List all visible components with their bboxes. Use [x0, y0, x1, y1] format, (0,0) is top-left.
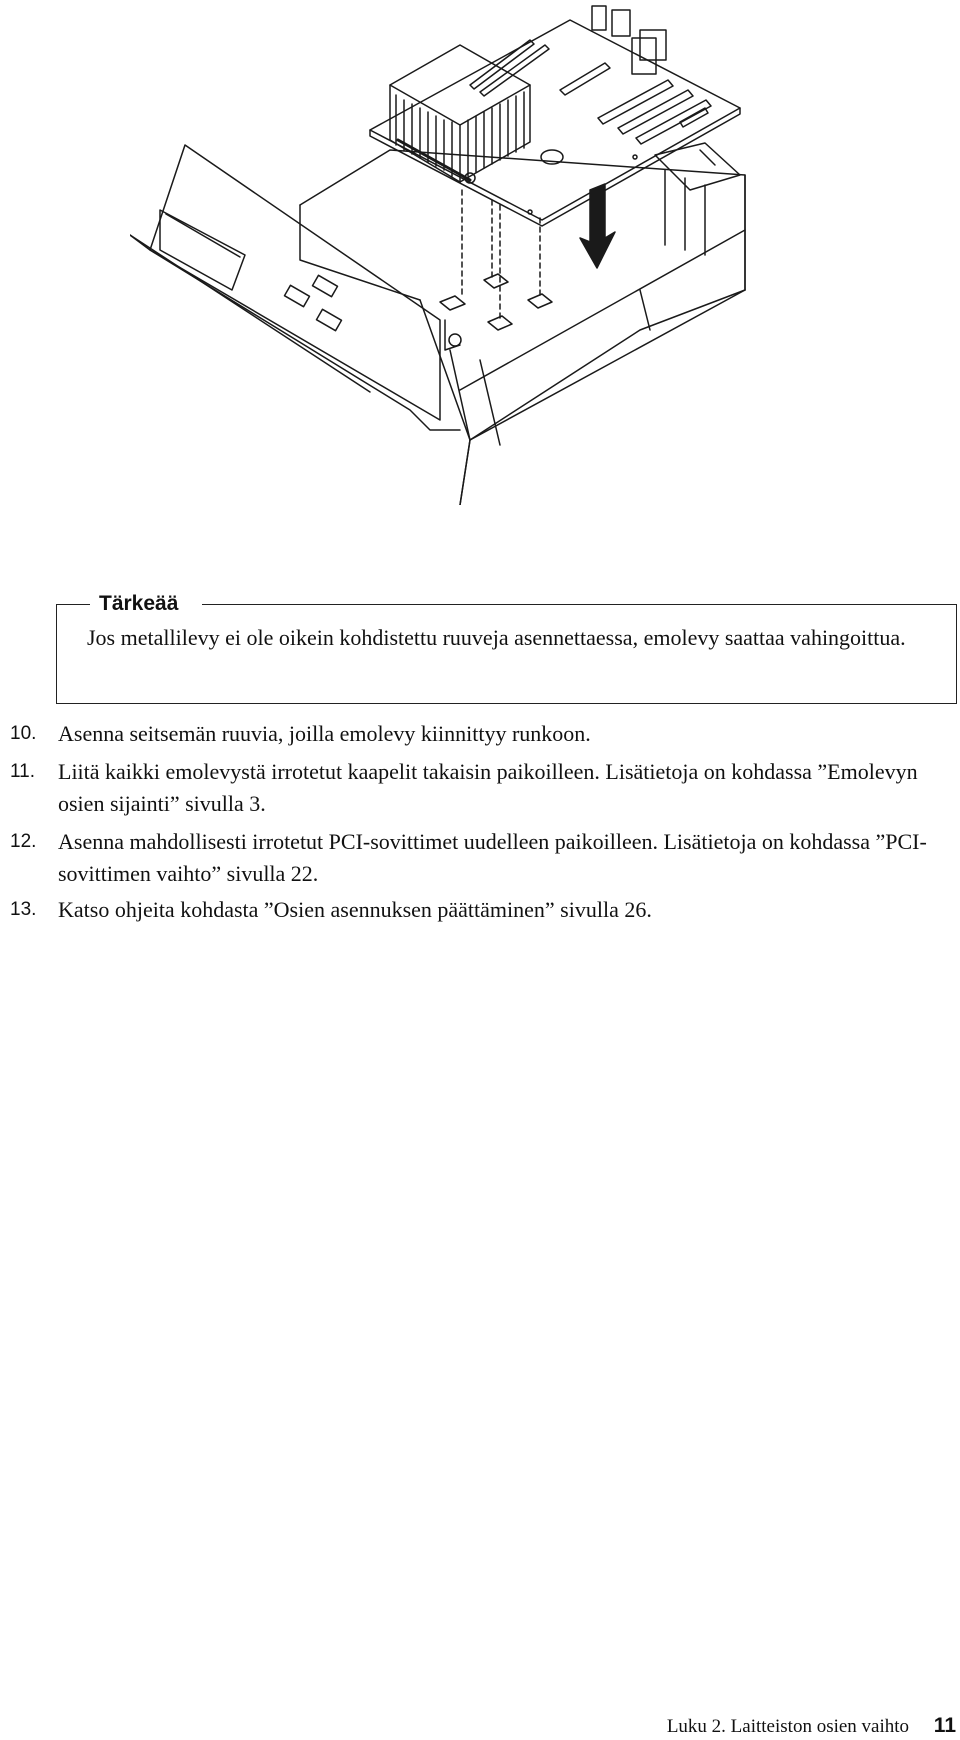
step-11	[10, 756, 960, 820]
notice-heading: Tärkeää	[99, 592, 179, 615]
down-arrow-icon	[580, 184, 615, 268]
front-bezel	[130, 145, 461, 430]
step-text: Asenna seitsemän ruuvia, joilla emolevy kiinnittyy runkoon.	[58, 721, 591, 746]
step-10	[10, 718, 960, 750]
important-notice	[56, 592, 957, 704]
motherboard-installation-illustration	[130, 0, 830, 505]
step-number: 11.	[10, 761, 36, 782]
step-number: 10.	[10, 723, 37, 744]
pci-bracket	[655, 143, 740, 255]
chapter-title: Luku 2. Laitteiston osien vaihto	[666, 1716, 910, 1737]
step-12	[10, 826, 960, 890]
step-text: Katso ohjeita kohdasta ”Osien asennuksen päättäminen” sivulla 26.	[58, 897, 652, 922]
standoffs	[440, 274, 552, 330]
step-number: 13.	[10, 899, 37, 920]
notice-body: Jos metallilevy ei ole oikein kohdistettu ruuveja asennettaessa, emolevy saattaa vahingoittua.	[87, 625, 906, 650]
heat-sink	[390, 45, 530, 183]
page-number: 11	[933, 1714, 956, 1737]
step-number: 12.	[10, 831, 37, 852]
alignment-guides	[462, 190, 540, 318]
page-footer	[667, 1714, 956, 1739]
step-text: Asenna mahdollisesti irrotetut PCI-sovittimet uudelleen paikoilleen. Lisätietoja on kohdassa ”PCI-sovittimen vaihto” sivulla 22.	[58, 829, 927, 886]
chassis-frame	[300, 150, 745, 505]
step-13	[10, 894, 960, 926]
step-text: Liitä kaikki emolevystä irrotetut kaapelit takaisin paikoilleen. Lisätietoja on kohdassa ”Emolevyn osien sijainti” sivulla 3.	[58, 759, 918, 816]
